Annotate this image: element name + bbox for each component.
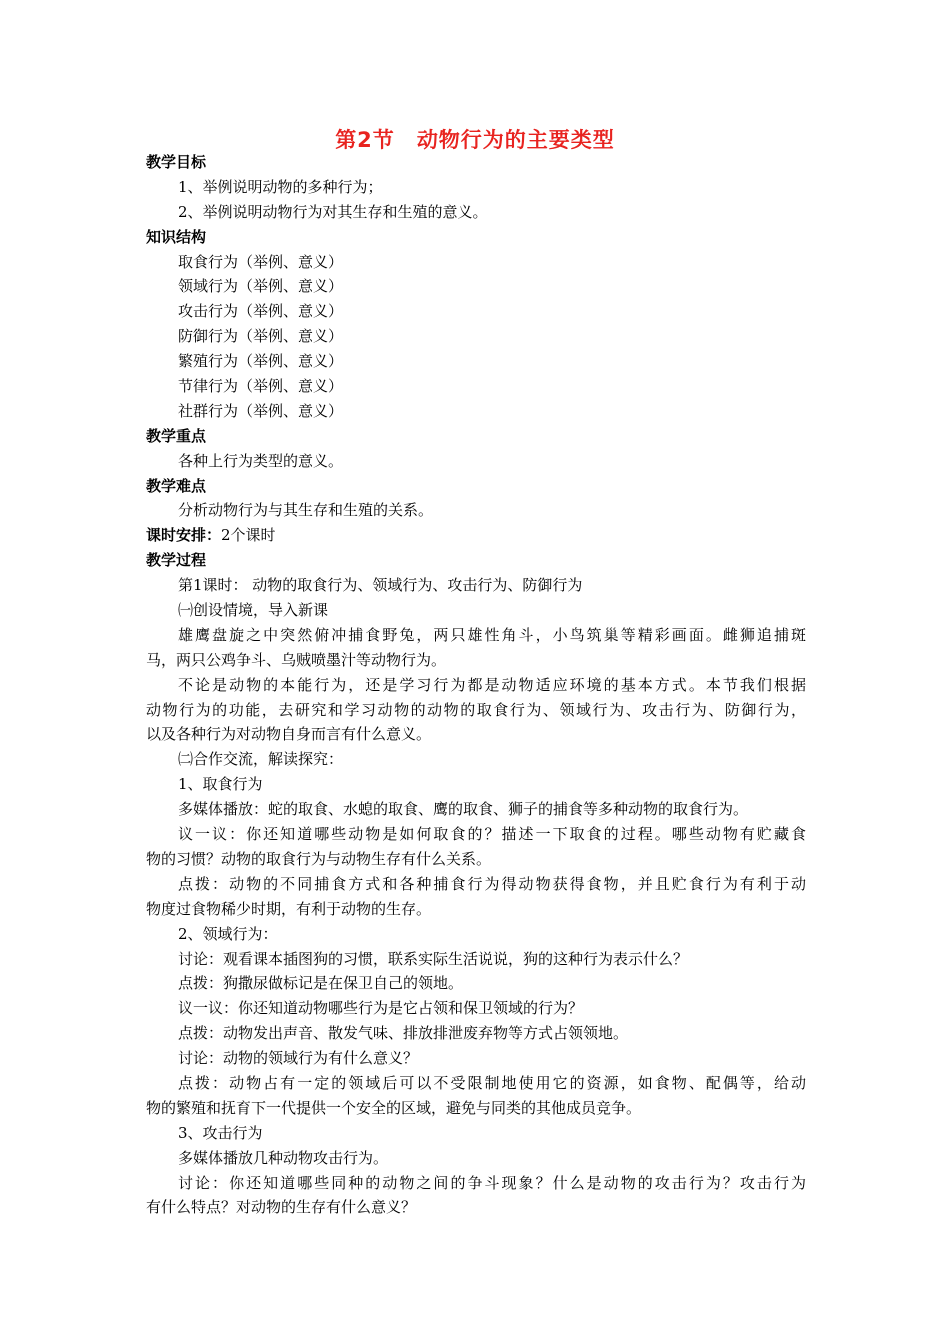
text-line: 攻击行为（举例、意义）	[178, 302, 344, 321]
section-heading: 教学难点	[146, 476, 207, 495]
text-line: 讨论：观看课本插图狗的习惯，联系实际生活说说，狗的这种行为表示什么？	[178, 949, 689, 968]
text-line: 2、举例说明动物行为对其生存和生殖的意义。	[178, 202, 488, 221]
section-title: 动物行为的主要类型	[416, 128, 615, 152]
text-line: 社群行为（举例、意义）	[178, 401, 344, 420]
text-line: 繁殖行为（举例、意义）	[178, 352, 344, 371]
text-line: 雄鹰盘旋之中突然俯冲捕食野兔，两只雄性角斗，小鸟筑巢等精彩画面。雌狮追捕斑	[178, 625, 806, 644]
text-line: ㈠创设情境，导入新课	[178, 601, 329, 620]
section-heading: 教学过程	[146, 551, 207, 570]
text-line: 动物行为的功能，去研究和学习动物的动物的取食行为、领域行为、攻击行为、防御行为，	[146, 700, 806, 719]
text-line: 领域行为（举例、意义）	[178, 277, 344, 296]
text-line: 点拨：动物发出声音、散发气味、排放排泄废弃物等方式占领领地。	[178, 1024, 629, 1043]
text-line: 分析动物行为与其生存和生殖的关系。	[178, 501, 434, 520]
text-line: 防御行为（举例、意义）	[178, 327, 344, 346]
text-line: 议一议：你还知道动物哪些行为是它占领和保卫领域的行为？	[178, 999, 584, 1018]
section-heading: 知识结构	[146, 227, 207, 246]
section-heading: 教学目标	[146, 153, 207, 171]
text-line: 第1课时： 动物的取食行为、领域行为、攻击行为、防御行为	[178, 576, 583, 595]
text-line: 议一议：你还知道哪些动物是如何取食的？描述一下取食的过程。哪些动物有贮藏食	[178, 825, 806, 844]
text-line: 讨论：动物的领域行为有什么意义？	[178, 1049, 419, 1068]
text-line: 多媒体播放几种动物攻击行为。	[178, 1148, 389, 1167]
text-line: 物度过食物稀少时期，有利于动物的生存。	[146, 899, 432, 918]
text-line: 讨论：你还知道哪些同种的动物之间的争斗现象？什么是动物的攻击行为？攻击行为	[178, 1173, 806, 1192]
text-line: ㈡合作交流，解读探究：	[178, 750, 344, 769]
schedule-line	[146, 523, 806, 548]
text-line: 1、举例说明动物的多种行为；	[178, 177, 383, 196]
text-line: 取食行为（举例、意义）	[178, 252, 344, 271]
text-line: 多媒体播放：蛇的取食、水螅的取食、鹰的取食、狮子的捕食等多种动物的取食行为。	[178, 800, 749, 819]
section-heading: 教学重点	[146, 426, 207, 445]
text-line: 马，两只公鸡争斗、乌贼喷墨汁等动物行为。	[146, 650, 447, 669]
schedule-value: 2个课时	[221, 526, 276, 545]
text-line: 有什么特点？对动物的生存有什么意义？	[146, 1198, 417, 1217]
section-number: 第2节	[335, 128, 395, 152]
text-line: 3、攻击行为	[178, 1123, 263, 1142]
text-line: 1、取食行为	[178, 775, 263, 794]
text-line: 点拨：动物占有一定的领域后可以不受限制地使用它的资源，如食物、配偶等，给动	[178, 1073, 806, 1092]
text-line: 点拨：动物的不同捕食方式和各种捕食行为得动物获得食物，并且贮食行为有利于动	[178, 874, 806, 893]
document-body	[146, 150, 806, 1220]
schedule-label: 课时安排：	[146, 526, 222, 545]
text-line: 节律行为（举例、意义）	[178, 377, 344, 396]
text-line: 点拨：狗撒尿做标记是在保卫自己的领地。	[178, 974, 464, 993]
text-line: 物的习惯？动物的取食行为与动物生存有什么关系。	[146, 849, 492, 868]
text-line: 以及各种行为对动物自身而言有什么意义。	[146, 725, 432, 744]
text-line: 2、领域行为：	[178, 924, 278, 943]
text-line: 各种上行为类型的意义。	[178, 451, 344, 470]
text-line: 不论是动物的本能行为，还是学习行为都是动物适应环境的基本方式。本节我们根据	[178, 675, 806, 694]
text-line: 物的繁殖和抚育下一代提供一个安全的区域，避免与同类的其他成员竞争。	[146, 1098, 642, 1117]
